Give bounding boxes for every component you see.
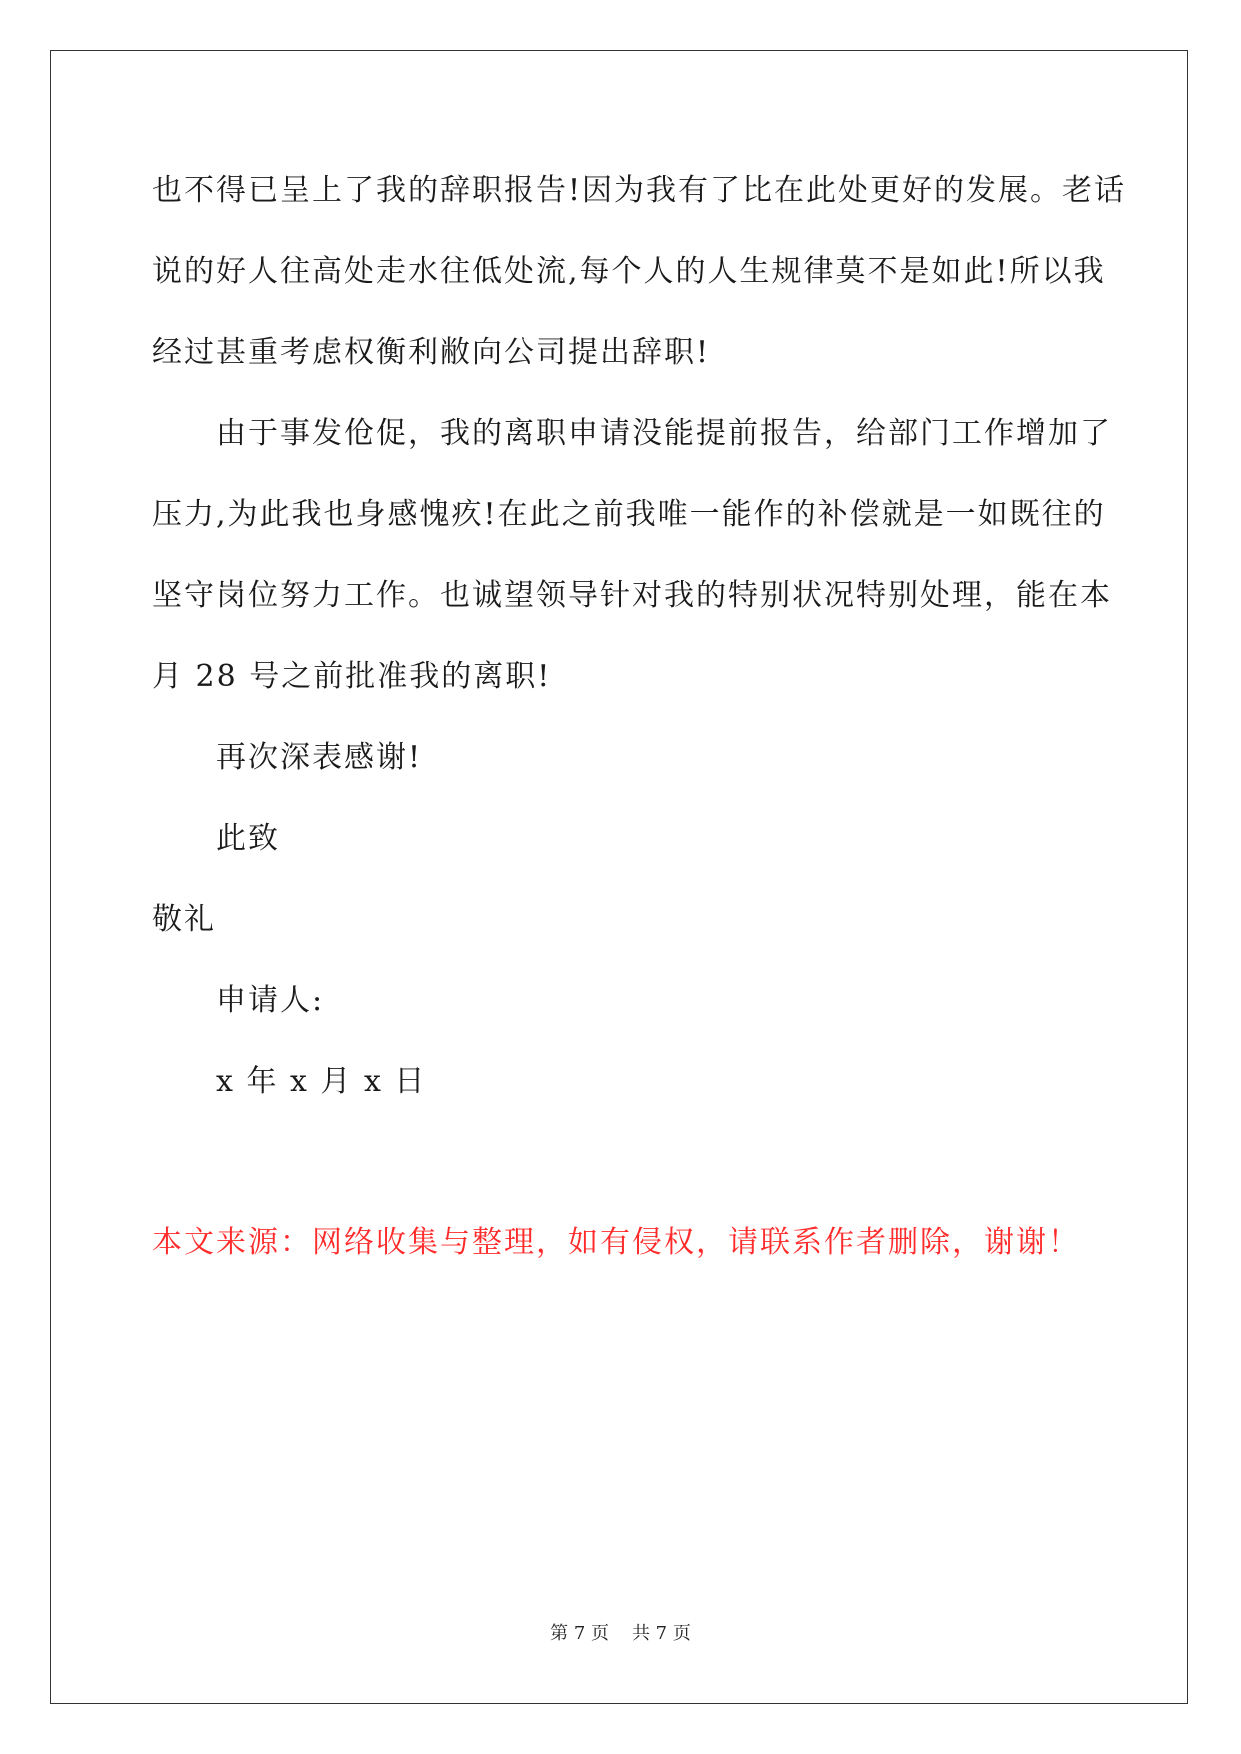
body-line-1: 也不得已呈上了我的辞职报告!因为我有了比在此处更好的发展。老话 [152, 173, 1127, 208]
source-note: 本文来源：网络收集与整理，如有侵权，请联系作者删除，谢谢！ [152, 1225, 1080, 1260]
body-line-5: 压力,为此我也身感愧疚!在此之前我唯一能作的补偿就是一如既往的 [152, 497, 1106, 532]
body-line-3: 经过甚重考虑权衡利敝向公司提出辞职! [152, 335, 711, 370]
body-line-7: 月 28 号之前批准我的离职! [152, 659, 552, 694]
body-line-6: 坚守岗位努力工作。也诚望领导针对我的特别状况特别处理，能在本 [152, 578, 1112, 613]
salutation-cizhi: 此致 [216, 821, 280, 856]
date-line: x 年 x 月 x 日 [216, 1064, 427, 1099]
body-line-2: 说的好人往高处走水往低处流,每个人的人生规律莫不是如此!所以我 [152, 254, 1106, 289]
applicant-label: 申请人: [216, 983, 325, 1018]
thanks-line: 再次深表感谢! [216, 740, 423, 775]
page-number: 第 7 页 共 7 页 [550, 1623, 691, 1644]
body-line-4: 由于事发伧促，我的离职申请没能提前报告，给部门工作增加了 [216, 416, 1112, 451]
salutation-jingli: 敬礼 [152, 902, 216, 937]
page-border [50, 50, 1188, 1704]
